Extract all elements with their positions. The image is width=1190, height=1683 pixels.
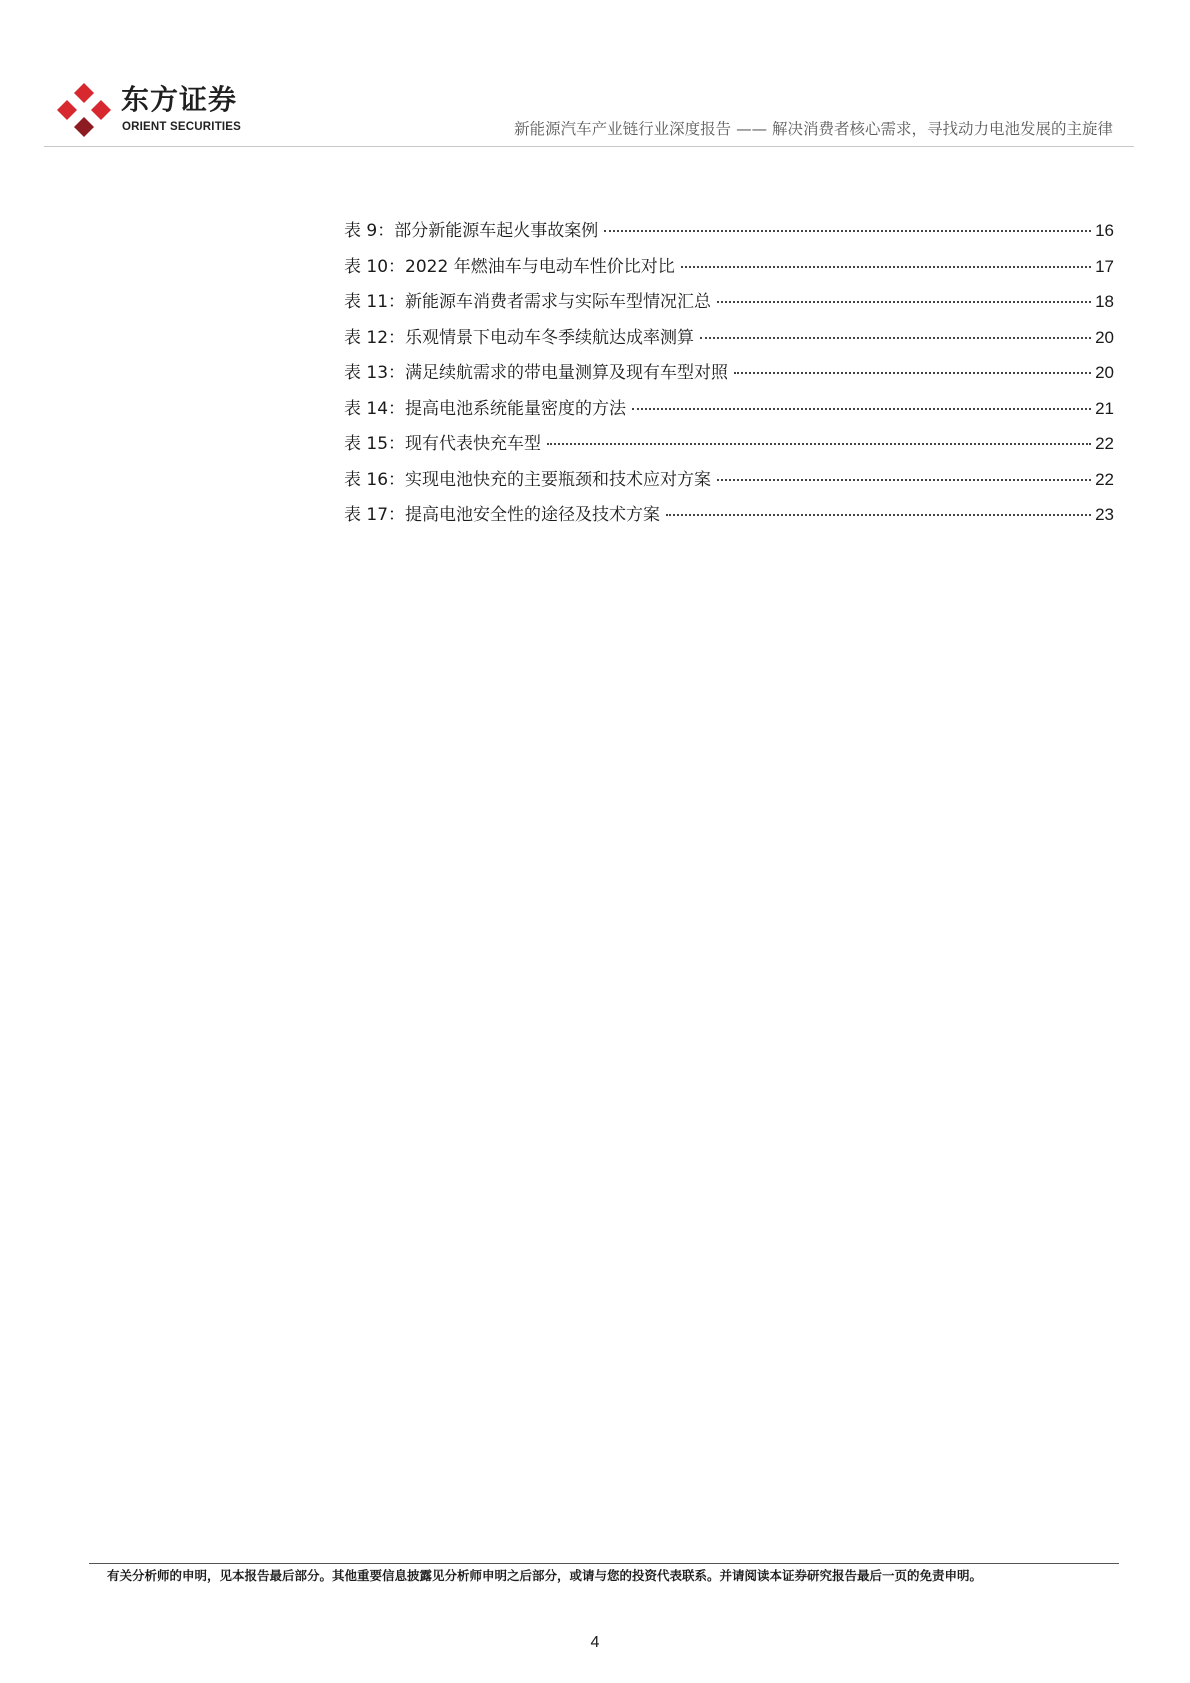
toc-entry[interactable] [344, 219, 1114, 255]
toc-entry-label: 表 11：新能源车消费者需求与实际车型情况汇总 [344, 292, 712, 312]
toc-entry-label: 表 14：提高电池系统能量密度的方法 [344, 398, 627, 419]
toc-entry-page: 20 [1095, 327, 1114, 347]
toc-entry[interactable] [344, 361, 1114, 397]
toc-entry-page: 18 [1095, 292, 1114, 311]
toc-dot-leader [681, 266, 1091, 268]
table-of-contents [344, 219, 1114, 539]
toc-entry-label: 表 17：提高电池安全性的途径及技术方案 [344, 505, 661, 525]
toc-dot-leader [717, 479, 1091, 481]
page-number: 4 [590, 1634, 600, 1651]
header-divider [44, 146, 1134, 147]
page-header [0, 0, 1190, 150]
logo-diamond-left [57, 100, 77, 120]
toc-entry[interactable] [344, 503, 1114, 539]
footer-divider [89, 1563, 1119, 1564]
report-title: 新能源汽车产业链行业深度报告 —— 解决消费者核心需求，寻找动力电池发展的主旋律 [514, 120, 1113, 138]
toc-entry-page: 17 [1095, 256, 1114, 276]
toc-entry-label: 表 10：2022 年燃油车与电动车性价比对比 [344, 256, 675, 277]
logo-diamond-top [74, 83, 94, 103]
toc-dot-leader [734, 372, 1091, 374]
toc-entry-page: 16 [1095, 221, 1114, 240]
toc-entry[interactable] [344, 468, 1114, 504]
toc-entry[interactable] [344, 432, 1114, 468]
toc-entry-page: 23 [1095, 505, 1114, 524]
toc-dot-leader [632, 408, 1091, 410]
toc-entry-page: 22 [1095, 434, 1114, 453]
orient-securities-logo [56, 82, 112, 138]
toc-entry-label: 表 9：部分新能源车起火事故案例 [344, 221, 599, 241]
toc-entry-page: 22 [1095, 469, 1114, 489]
analyst-disclaimer: 有关分析师的申明，见本报告最后部分。其他重要信息披露见分析师申明之后部分，或请与您的投资代表联系。并请阅读本证券研究报告最后一页的免责申明。 [107, 1568, 983, 1583]
toc-entry-label: 表 15：现有代表快充车型 [344, 434, 542, 454]
toc-entry-page: 20 [1095, 363, 1114, 382]
toc-entry[interactable] [344, 290, 1114, 326]
toc-entry[interactable] [344, 397, 1114, 433]
toc-dot-leader [700, 337, 1091, 339]
toc-entry[interactable] [344, 326, 1114, 362]
toc-entry[interactable] [344, 255, 1114, 291]
logo-diamond-right [91, 100, 111, 120]
toc-entry-label: 表 13：满足续航需求的带电量测算及现有车型对照 [344, 363, 729, 383]
toc-dot-leader [547, 443, 1091, 445]
toc-entry-page: 21 [1095, 398, 1114, 418]
toc-dot-leader [666, 514, 1091, 516]
toc-entry-label: 表 12：乐观情景下电动车冬季续航达成率测算 [344, 327, 695, 348]
logo-diamond-bottom [74, 117, 94, 137]
brand-name-en: ORIENT SECURITIES [122, 121, 242, 133]
toc-dot-leader [604, 230, 1091, 232]
toc-dot-leader [717, 301, 1091, 303]
toc-entry-label: 表 16：实现电池快充的主要瓶颈和技术应对方案 [344, 469, 712, 490]
brand-name-cn: 东方证券 [121, 83, 238, 116]
